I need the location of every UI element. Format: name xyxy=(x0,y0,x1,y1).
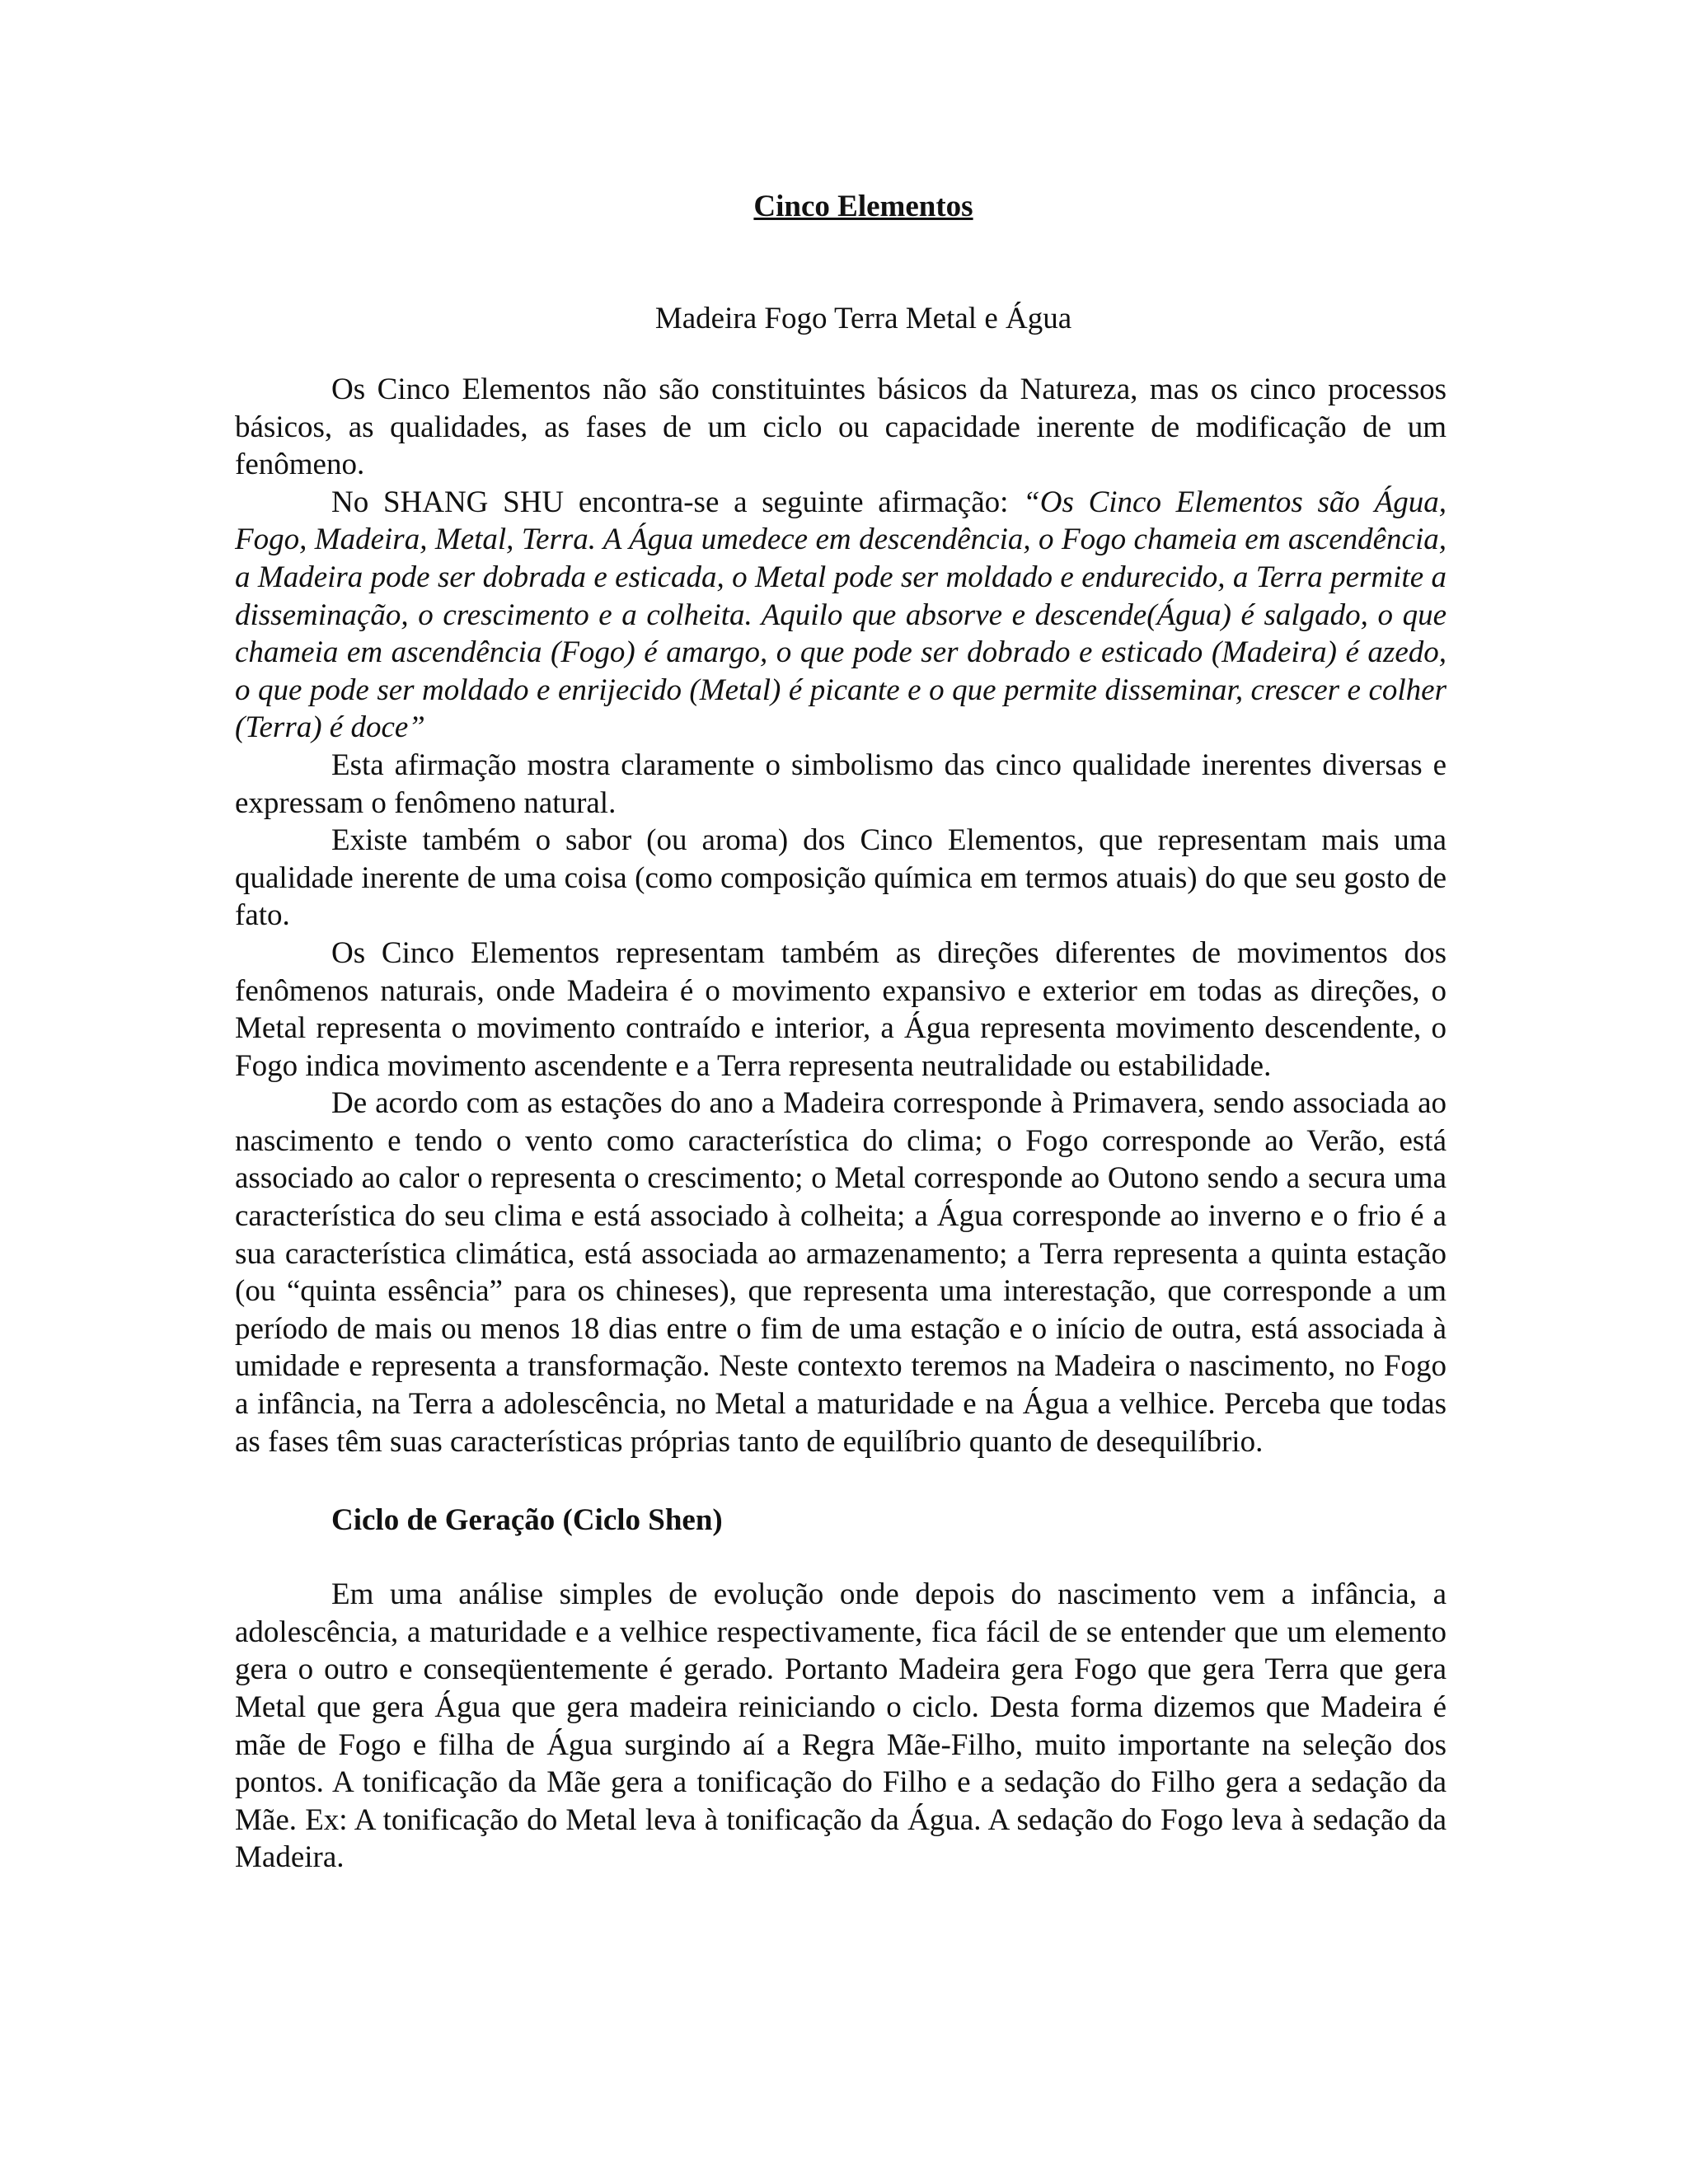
shang-shu-quote: “Os Cinco Elementos são Água, Fogo, Madeira, Metal, Terra. A Água umedece em descendência, o Fogo chameia em ascendência, a Madeira pode ser dobrada e esticada, o Metal pode ser moldado e endurecido, a Terra permite a disseminação, o crescimento e a colheita. Aquilo que absorve e descende(Água) é salgado, o que chameia em ascendência (Fogo) é amargo, o que pode ser dobrado e esticado (Madeira) é azedo, o que pode ser moldado e enrijecido (Metal) é picante e o que permite disseminar, crescer e colher (Terra) é doce” xyxy=(235,485,1447,745)
paragraph-flavor: Existe também o sabor (ou aroma) dos Cinco Elementos, que representam mais uma qualidade inerente de uma coisa (como composição química em termos atuais) do que seu gosto de fato. xyxy=(235,823,1447,933)
document-title: Cinco Elementos xyxy=(753,190,973,223)
section-heading: Ciclo de Geração (Ciclo Shen) xyxy=(331,1503,723,1538)
section-body: Em uma análise simples de evolução onde depois do nascimento vem a infância, a adolescência, a maturidade e a velhice respectivamente, fica fácil de se entender que um elemento gera o outro e conseqüentemente é gerado. Portanto Madeira gera Fogo que gera Terra que gera Metal que gera Água que gera madeira reiniciando o ciclo. Desta forma dizemos que Madeira é mãe de Fogo e filha de Água surgindo aí a Regra Mãe-Filho, muito importante na seleção dos pontos. A tonificação da Mãe gera a tonificação do Filho e a sedação do Filho gera a sedação da Mãe. Ex: A tonificação do Metal leva à tonificação da Água. A sedação do Fogo leva à sedação da Madeira. xyxy=(235,1577,1447,1875)
paragraph-seasons: De acordo com as estações do ano a Madeira corresponde à Primavera, sendo associada ao nascimento e tendo o vento como característica do clima; o Fogo corresponde ao Verão, está associado ao calor o representa o crescimento; o Metal corresponde ao Outono sendo a secura uma característica do seu clima e está associado à colheita; a Água corresponde ao inverno e o frio é a sua característica climática, está associada ao armazenamento; a Terra representa a quinta estação (ou “quinta essência” para os chineses), que representa uma interestação, que corresponde a um período de mais ou menos 18 dias entre o fim de uma estação e o início de outra, está associada à umidade e representa a transformação. Neste contexto teremos na Madeira o nascimento, no Fogo a infância, na Terra a adolescência, no Metal a maturidade e na Água a velhice. Perceba que todas as fases têm suas características próprias tanto de equilíbrio quanto de desequilíbrio. xyxy=(235,1086,1447,1459)
paragraph-symbolism: Esta afirmação mostra claramente o simbolismo das cinco qualidade inerentes diversas e expressam o fenômeno natural. xyxy=(235,748,1447,820)
paragraph-shang-shu xyxy=(235,484,1447,747)
document-subtitle: Madeira Fogo Terra Metal e Água xyxy=(654,302,1072,335)
paragraph-intro: Os Cinco Elementos não são constituintes básicos da Natureza, mas os cinco processos básicos, as qualidades, as fases de um ciclo ou capacidade inerente de modificação de um fenômeno. xyxy=(235,373,1447,482)
paragraph-directions: Os Cinco Elementos representam também as direções diferentes de movimentos dos fenômenos naturais, onde Madeira é o movimento expansivo e exterior em todas as direções, o Metal representa o movimento contraído e interior, a Água representa movimento descendente, o Fogo indica movimento ascendente e a Terra representa neutralidade ou estabilidade. xyxy=(235,935,1447,1083)
document-page xyxy=(235,188,1447,1877)
shang-shu-intro: No SHANG SHU encontra-se a seguinte afirmação: xyxy=(331,485,1024,519)
